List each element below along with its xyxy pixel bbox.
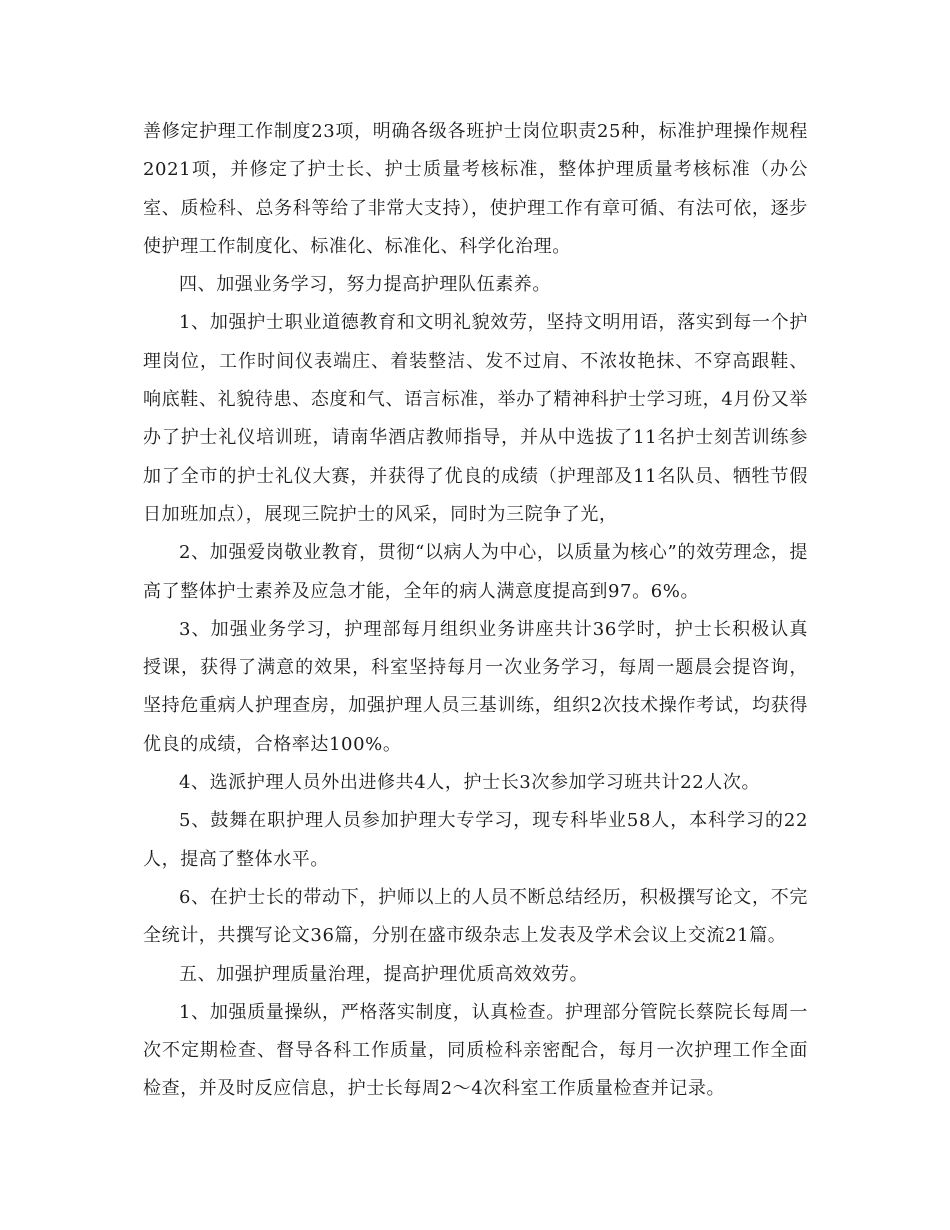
paragraph: 2、加强爱岗敬业教育，贯彻“以病人为中心，以质量为核心”的效劳理念，提高了整体护士素养及应急才能，全年的病人满意度提高到97。6%。 bbox=[143, 542, 808, 602]
section-heading: 五、加强护理质量治理，提高护理优质高效效劳。 bbox=[179, 963, 589, 985]
paragraph: 6、在护士长的带动下，护师以上的人员不断总结经历，积极撰写论文，不完全统计，共撰写论文36篇，分别在盛市级杂志上发表及学术会议上交流21篇。 bbox=[143, 886, 808, 947]
document-body bbox=[143, 113, 808, 1109]
paragraph: 4、选派护理人员外出进修共4人，护士长3次参加学习班共计22人次。 bbox=[179, 772, 761, 794]
paragraph: 5、鼓舞在职护理人员参加护理大专学习，现专科毕业58人，本科学习的22人，提高了整体水平。 bbox=[143, 810, 808, 870]
paragraph: 1、加强护士职业道德教育和文明礼貌效劳，坚持文明用语，落实到每一个护理岗位，工作时间仪表端庄、着装整洁、发不过肩、不浓妆艳抹、不穿高跟鞋、响底鞋、礼貌待患、态度和气、语言标准，举办了精神科护士学习班，4月份又举办了护士礼仪培训班，请南华酒店教师指导，并从中选拔了11名护士刻苦训练参加了全市的护士礼仪大赛，并获得了优良的成绩（护理部及11名队员、牺牲节假日加班加点），展现三院护士的风采，同时为三院争了光， bbox=[143, 312, 808, 525]
paragraph: 善修定护理工作制度23项，明确各级各班护士岗位职责25种，标准护理操作规程2021项，并修定了护士长、护士质量考核标准，整体护理质量考核标准（办公室、质检科、总务科等给了非常大支持），使护理工作有章可循、有法可依，逐步使护理工作制度化、标准化、标准化、科学化治理。 bbox=[143, 121, 808, 257]
paragraph: 1、加强质量操纵，严格落实制度，认真检查。护理部分管院长蔡院长每周一次不定期检查、督导各科工作质量，同质检科亲密配合，每月一次护理工作全面检查，并及时反应信息，护士长每周2～4次科室工作质量检查并记录。 bbox=[143, 1001, 808, 1100]
paragraph: 3、加强业务学习，护理部每月组织业务讲座共计36学时，护士长积极认真授课，获得了满意的效果，科室坚持每月一次业务学习，每周一题晨会提咨询，坚持危重病人护理查房，加强护理人员三基训练，组织2次技术操作考试，均获得优良的成绩，合格率达100%。 bbox=[143, 618, 808, 755]
section-heading: 四、加强业务学习，努力提高护理队伍素养。 bbox=[179, 274, 551, 296]
